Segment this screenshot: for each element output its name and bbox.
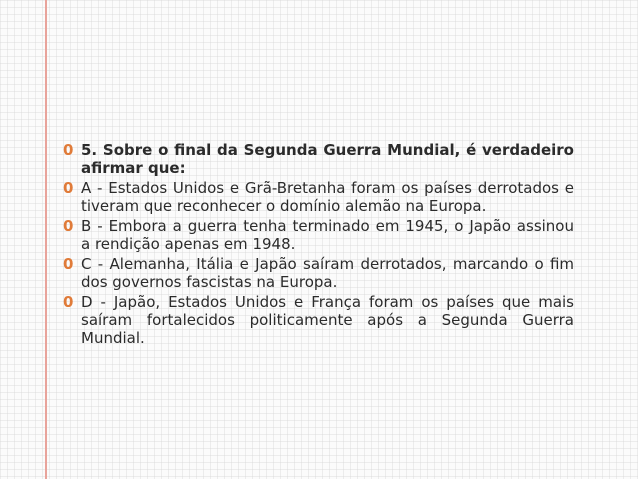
slide-content	[63, 141, 574, 349]
decorative-vertical-line	[45, 0, 47, 479]
option-b-item	[63, 217, 574, 253]
bullet-icon: 0	[63, 217, 74, 235]
question-item	[63, 141, 574, 177]
bullet-icon: 0	[63, 293, 74, 311]
option-b-text: B - Embora a guerra tenha terminado em 1945, o Japão assinou a rendição apenas em 1948.	[81, 217, 574, 253]
option-a-item	[63, 179, 574, 215]
option-c-item	[63, 255, 574, 291]
option-c-text: C - Alemanha, Itália e Japão saíram derrotados, marcando o fim dos governos fascistas na Europa.	[81, 255, 574, 291]
option-d-item	[63, 293, 574, 347]
question-text: 5. Sobre o final da Segunda Guerra Mundial, é verdadeiro afirmar que:	[81, 141, 574, 177]
bullet-icon: 0	[63, 255, 74, 273]
option-a-text: A - Estados Unidos e Grã-Bretanha foram os países derrotados e tiveram que reconhecer o domínio alemão na Europa.	[81, 179, 574, 215]
option-d-text: D - Japão, Estados Unidos e França foram os países que mais saíram fortalecidos politicamente após a Segunda Guerra Mundial.	[81, 293, 574, 347]
bullet-icon: 0	[63, 141, 74, 159]
bullet-icon: 0	[63, 179, 74, 197]
